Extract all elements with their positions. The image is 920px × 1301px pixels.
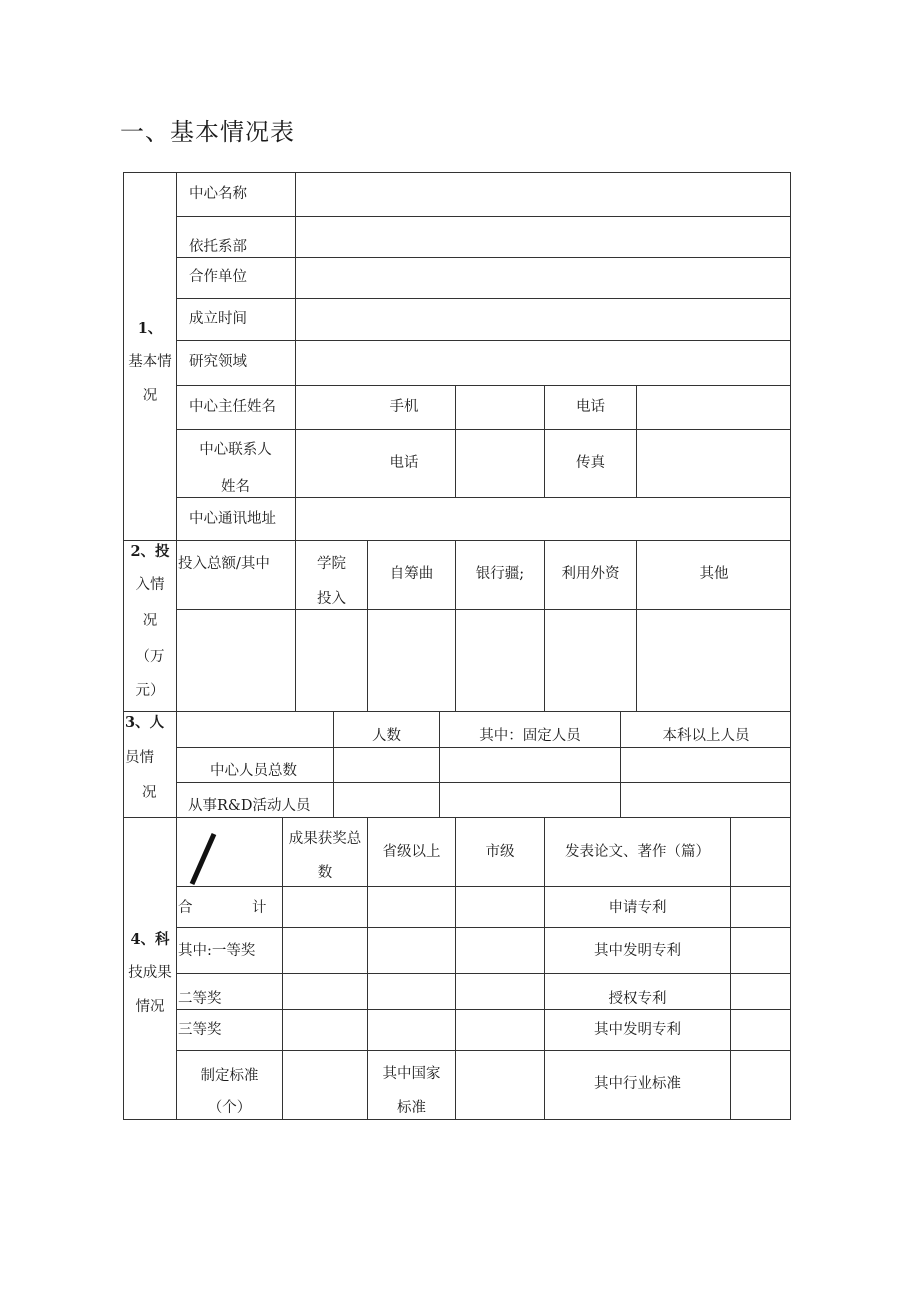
label-total-staff: 中心人员总数 (210, 763, 297, 779)
label-other: 其他 (699, 566, 729, 582)
label-invention-1: 其中发明专利 (594, 943, 681, 959)
section4-header-line1: 4、科 (130, 931, 170, 948)
label-total-a: 合 (178, 900, 193, 916)
section2-header-line5: 元） (135, 683, 165, 699)
label-fax: 传真 (576, 455, 605, 471)
diagonal-slash-mark (184, 832, 220, 886)
section1-header-line1: 1、 (137, 320, 163, 337)
label-patent-grant: 授权专利 (608, 991, 667, 1007)
section2-header-line2: 入情 (135, 577, 165, 593)
section2-header-line1: 2、投 (130, 543, 170, 560)
section3-header-line1: 3、人 (125, 714, 165, 731)
grid-line (176, 429, 791, 430)
label-foreign: 利用外资 (561, 566, 620, 582)
grid-line (455, 385, 456, 497)
section2-header-line4: （万 (135, 649, 165, 665)
label-address: 中心通讯地址 (189, 511, 276, 527)
label-rd-staff: 从事R&D活动人员 (188, 798, 311, 814)
section2-header-line3: 况 (142, 613, 158, 629)
label-director: 中心主任姓名 (189, 399, 276, 415)
label-bachelor-staff: 本科以上人员 (662, 728, 750, 744)
label-partner: 合作单位 (189, 269, 247, 285)
section4-header-line3: 情况 (135, 999, 165, 1015)
grid-line (176, 385, 791, 386)
grid-line (176, 927, 791, 928)
grid-line (176, 172, 177, 1120)
label-municipal: 市级 (485, 844, 515, 860)
grid-line (176, 340, 791, 341)
label-college-line1: 学院 (317, 556, 346, 572)
label-contact-line1: 中心联系人 (199, 442, 272, 458)
label-center-name: 中心名称 (189, 186, 247, 202)
label-invest-total: 投入总额/其中 (178, 556, 270, 572)
label-patent-apply: 申请专利 (608, 900, 667, 916)
grid-line (176, 216, 791, 217)
label-awards-line1: 成果获奖总 (288, 831, 362, 847)
section3-header-line3: 况 (142, 785, 157, 801)
grid-line (176, 1050, 791, 1051)
label-self-raised: 自筹曲 (389, 566, 434, 582)
label-fixed-staff: 其中：固定人员 (479, 728, 581, 744)
label-standards-line2: （个） (207, 1100, 252, 1116)
label-contact-line2: 姓名 (221, 479, 250, 495)
label-provincial: 省级以上 (382, 844, 441, 860)
grid-line (176, 609, 791, 610)
grid-line (176, 257, 791, 258)
label-founded: 成立时间 (189, 311, 247, 327)
label-national-line2: 标准 (397, 1100, 426, 1116)
label-first-prize: 其中:一等奖 (178, 943, 256, 959)
label-second-prize: 二等奖 (178, 991, 222, 1007)
label-dept: 依托系部 (189, 239, 247, 255)
label-standards-line1: 制定标准 (200, 1068, 259, 1084)
section4-header-line2: 技成果 (128, 965, 172, 981)
label-college-line2: 投入 (317, 591, 346, 607)
section1-header-line2: 基本情 (128, 354, 172, 370)
label-national-line1: 其中国家 (382, 1066, 441, 1082)
grid-line (176, 298, 791, 299)
grid-line (176, 973, 791, 974)
section3-header-line2: 员情 (125, 750, 154, 766)
label-invention-2: 其中发明专利 (594, 1022, 681, 1038)
label-phone2: 电话 (389, 455, 419, 471)
label-field: 研究领域 (189, 354, 247, 370)
page-title: 一、基本情况表 (120, 118, 295, 146)
label-count: 人数 (372, 728, 401, 744)
label-mobile: 手机 (389, 399, 419, 415)
grid-line (176, 886, 791, 887)
label-third-prize: 三等奖 (178, 1022, 222, 1038)
label-total-b: 计 (252, 900, 267, 916)
label-phone: 电话 (576, 399, 605, 415)
grid-line (295, 172, 296, 540)
label-awards-line2: 数 (317, 865, 333, 881)
section1-header-line3: 况 (142, 388, 158, 404)
label-papers: 发表论文、著作（篇） (565, 844, 710, 860)
label-bank: 银行疆; (475, 566, 525, 582)
grid-line (123, 711, 791, 712)
grid-line (123, 540, 791, 541)
grid-line (730, 817, 731, 1120)
grid-line (636, 385, 637, 497)
label-industry-standard: 其中行业标准 (594, 1076, 681, 1092)
